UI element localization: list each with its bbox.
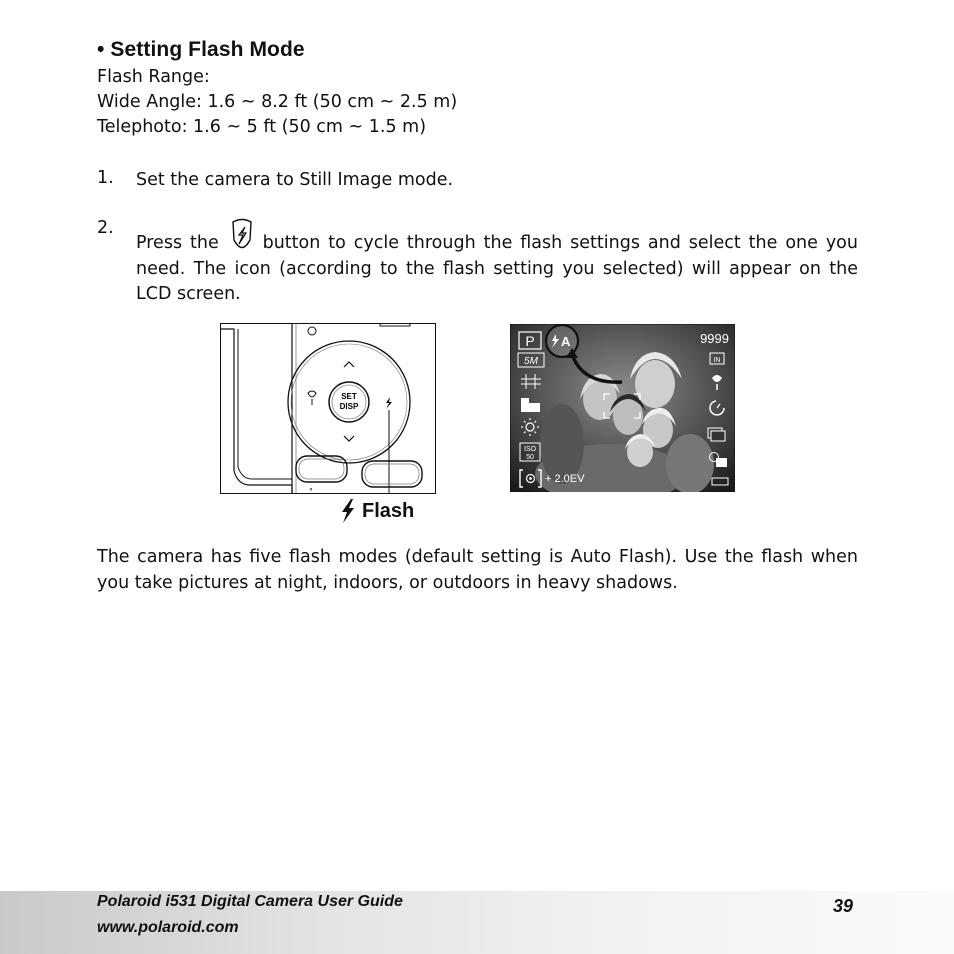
step-2-pre: Press the [136,233,219,253]
lcd-ev-value: + 2.0EV [545,473,585,485]
flash-caption-label: Flash [362,499,415,522]
footer-title: Polaroid i531 Digital Camera User Guide [97,893,403,910]
lcd-mode: P [525,333,535,349]
step-1-text: Set the camera to Still Image mode. [136,170,454,190]
flash-bolt-icon [340,499,356,523]
lcd-iso-label: ISO [523,446,537,453]
page-number: 39 [833,896,854,916]
flash-caption [340,499,414,523]
section-heading: • Setting Flash Mode [97,38,305,61]
footer-url[interactable]: www.polaroid.com [97,919,239,936]
step-2-number: 2. [97,218,114,238]
body-paragraph: The camera has five flash modes (default setting is Auto Flash). Use the flash when you take pictures at night, indoors, or outdoors in heavy shadows. [97,547,858,593]
flash-button-icon [229,218,255,256]
dial-set-label: SET [341,392,357,401]
lcd-memory: IN [713,357,721,364]
step-1-number: 1. [97,168,114,188]
lcd-shots-remaining: 9999 [700,331,729,346]
step-2-text [136,218,858,308]
lcd-iso-value: 50 [526,454,534,461]
dial-disp-label: DISP [339,402,359,411]
camera-back-illustration [220,323,436,494]
flash-range-wide: Wide Angle: 1.6 ~ 8.2 ft (50 cm ~ 2.5 m) [97,92,458,112]
svg-text:⚬: ⚬ [308,487,314,494]
lcd-flash-mode: A [561,334,571,349]
lcd-screen-illustration [510,324,735,492]
step-2-post: button to cycle through the flash settings and select the one you need. The icon (according to the flash setting you selected) will appear on the LCD screen. [136,233,858,304]
flash-range-label: Flash Range: [97,67,210,87]
flash-range-tele: Telephoto: 1.6 ~ 5 ft (50 cm ~ 1.5 m) [97,117,427,137]
lcd-resolution: 5M [524,356,538,367]
